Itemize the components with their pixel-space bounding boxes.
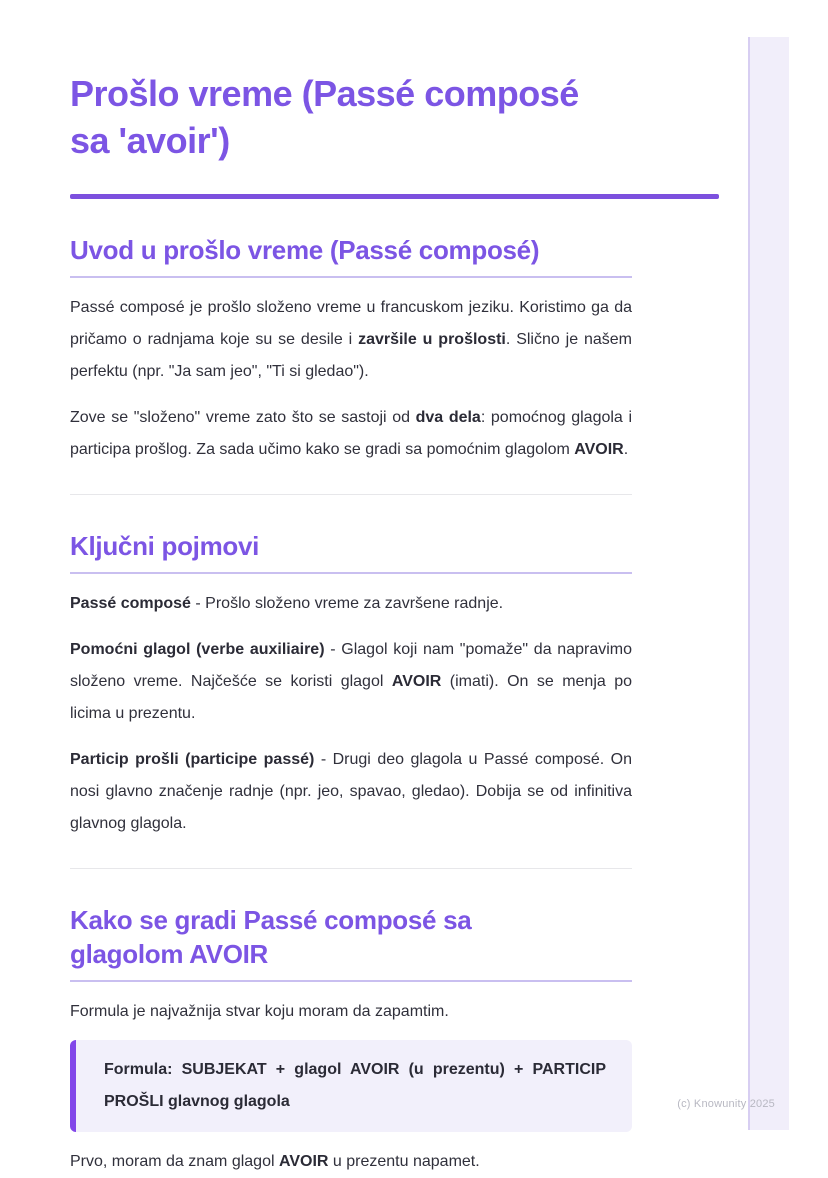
term-definition: Passé composé - Prošlo složeno vreme za završene radnje.: [70, 595, 504, 612]
term-definition: Pomoćni glagol (verbe auxiliaire) - Glagol koji nam "pomaže" da napravimo složeno vreme. Najčešće se koristi glagol AVOIR (imati). On se menja po licima u prezentu.: [70, 641, 632, 722]
section-divider: [70, 868, 632, 869]
section-formation-heading: Kako se gradi Passé composé sa glagolom AVOIR: [70, 905, 472, 969]
page-title: Prošlo vreme (Passé composé sa 'avoir'): [70, 73, 579, 161]
paragraph: Zove se "složeno" vreme zato što se sastoji od dva dela: pomoćnog glagola i participa prošlog. Za sada učimo kako se gradi sa pomoćnim glagolom AVOIR.: [70, 409, 632, 458]
formula-callout: [70, 1040, 632, 1132]
section-intro-rule: [70, 276, 632, 278]
paragraph: Formula je najvažnija stvar koju moram da zapamtim.: [70, 1003, 449, 1020]
section-intro: [70, 233, 632, 466]
paragraph: Passé composé je prošlo složeno vreme u francuskom jeziku. Koristimo ga da pričamo o radnjama koje su se desile i završile u prošlosti. Slično je našem perfektu (npr. "Ja sam jeo", "Ti si gledao").: [70, 299, 633, 380]
watermark: (c) Knowunity 2025: [677, 1098, 775, 1110]
section-formation: [70, 903, 632, 1178]
section-formation-rule: [70, 980, 632, 982]
page-edge-strip: [748, 37, 789, 1130]
section-key-terms: [70, 529, 632, 840]
document-page: [70, 70, 632, 1178]
section-divider: [70, 494, 632, 495]
paragraph: Prvo, moram da znam glagol AVOIR u prezentu napamet.: [70, 1153, 480, 1170]
section-intro-heading: Uvod u prošlo vreme (Passé composé): [70, 235, 540, 265]
term-definition: Particip prošli (participe passé) - Drugi deo glagola u Passé composé. On nosi glavno značenje radnje (npr. jeo, spavao, gledao). Dobija se od infinitiva glavnog glagola.: [70, 751, 633, 832]
section-key-terms-rule: [70, 572, 632, 574]
title-rule: [70, 194, 719, 199]
section-key-terms-heading: Ključni pojmovi: [70, 531, 260, 561]
formula-text: Formula: SUBJEKAT + glagol AVOIR (u prezentu) + PARTICIP PROŠLI glavnog glagola: [104, 1061, 606, 1110]
